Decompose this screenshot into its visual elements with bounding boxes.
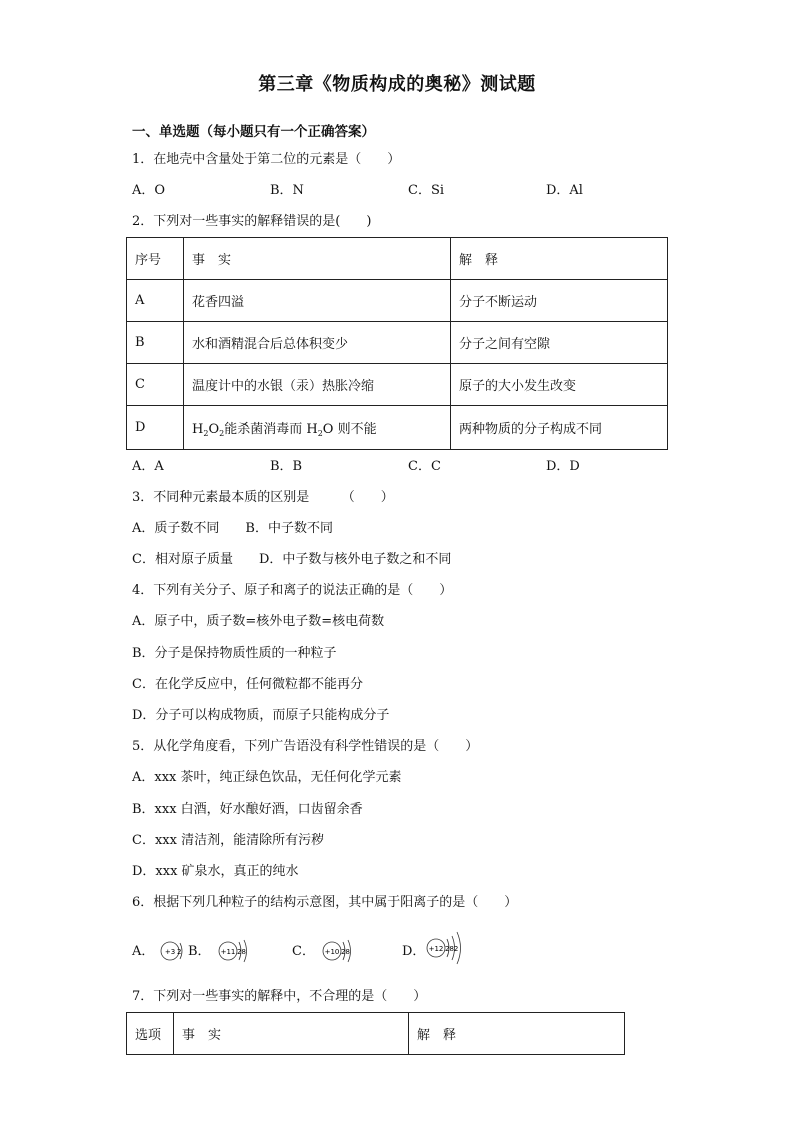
- nucleus-label: +10: [324, 948, 340, 956]
- q1-option-c: C．Si: [408, 183, 445, 198]
- q5-option-a: A．xxx 茶叶，纯正绿色饮品，无任何化学元素: [132, 770, 402, 785]
- q5-option-d: D．xxx 矿泉水，真正的纯水: [132, 864, 299, 879]
- question-7-table: [126, 1012, 625, 1055]
- nucleus-label: +3: [164, 948, 176, 956]
- table-cell: 分子不断运动: [451, 280, 668, 322]
- electron-label: 28: [237, 948, 246, 956]
- formula-subscript: 2: [203, 429, 209, 438]
- formula-part: O: [208, 422, 220, 437]
- formula-subscript: 2: [317, 429, 323, 438]
- table-cell: C: [127, 364, 184, 406]
- table-header-cell: 事 实: [184, 238, 451, 280]
- table-row: [127, 364, 668, 406]
- question-2-stem: 2．下列对一些事实的解释错误的是( ): [132, 214, 372, 229]
- q6-label-b: B．: [188, 944, 211, 959]
- atom-diagram-b: [216, 934, 256, 968]
- question-3-stem: 3．不同种元素最本质的区别是 （ ）: [132, 490, 394, 505]
- electron-label: 2: [177, 948, 182, 956]
- q5-option-c: C．xxx 清洁剂，能清除所有污秽: [132, 833, 325, 848]
- table-header-cell: 解 释: [409, 1013, 625, 1055]
- q4-option-a: A．原子中，质子数=核外电子数=核电荷数: [132, 614, 385, 629]
- table-header-cell: 序号: [127, 238, 184, 280]
- electron-label: 28: [341, 948, 350, 956]
- table-cell: 两种物质的分子构成不同: [451, 406, 668, 450]
- q2-option-a: A．A: [132, 459, 164, 474]
- table-cell: A: [127, 280, 184, 322]
- electron-label: 282: [445, 945, 459, 953]
- table-row: [127, 406, 668, 450]
- section-heading: 一、单选题（每小题只有一个正确答案）: [132, 124, 375, 140]
- atom-diagram-d: [424, 928, 470, 968]
- table-cell: 原子的大小发生改变: [451, 364, 668, 406]
- q1-option-b: B．N: [270, 183, 304, 198]
- q4-option-c: C．在化学反应中，任何微粒都不能再分: [132, 677, 363, 692]
- table-header-cell: 解 释: [451, 238, 668, 280]
- table-cell: D: [127, 406, 184, 450]
- q2-option-c: C．C: [408, 459, 441, 474]
- table-header-row: [127, 238, 668, 280]
- q2-option-b: B．B: [270, 459, 303, 474]
- table-row: [127, 280, 668, 322]
- q1-option-a: A．O: [132, 183, 166, 198]
- table-cell: B: [127, 322, 184, 364]
- question-4-stem: 4．下列有关分子、原子和离子的说法正确的是（ ）: [132, 583, 453, 598]
- question-5-stem: 5．从化学角度看，下列广告语没有科学性错误的是（ ）: [132, 739, 479, 754]
- table-header-cell: 选项: [127, 1013, 174, 1055]
- question-7-stem: 7．下列对一些事实的解释中，不合理的是（ ）: [132, 989, 427, 1004]
- q5-option-b: B．xxx 白酒，好水酿好酒，口齿留余香: [132, 802, 363, 817]
- atom-diagram-c: [320, 934, 360, 968]
- nucleus-label: +12: [428, 945, 444, 953]
- formula-part: H: [192, 422, 204, 437]
- atom-diagram-a: [158, 934, 188, 968]
- table-header-cell: 事 实: [174, 1013, 409, 1055]
- question-3-options-line2: C．相对原子质量 D．中子数与核外电子数之和不同: [132, 552, 452, 567]
- question-3-options-line1: A．质子数不同 B．中子数不同: [132, 521, 333, 536]
- q4-option-b: B．分子是保持物质性质的一种粒子: [132, 646, 337, 661]
- nucleus-label: +11: [220, 948, 236, 956]
- question-1-stem: 1．在地壳中含量处于第二位的元素是（ ）: [132, 152, 401, 167]
- q1-option-d: D．Al: [546, 183, 583, 198]
- table-cell-formula: [184, 406, 451, 450]
- table-cell: 花香四溢: [184, 280, 451, 322]
- table-cell: 温度计中的水银（汞）热胀冷缩: [184, 364, 451, 406]
- formula-subscript: 2: [219, 429, 225, 438]
- formula-part: O 则不能: [322, 422, 377, 437]
- q6-label-c: C．: [292, 944, 315, 959]
- q2-option-d: D．D: [546, 459, 580, 474]
- question-2-table: [126, 237, 668, 450]
- table-cell: 水和酒精混合后总体积变少: [184, 322, 451, 364]
- question-6-stem: 6．根据下列几种粒子的结构示意图，其中属于阳离子的是（ ）: [132, 895, 518, 910]
- q6-label-a: A．: [132, 944, 155, 959]
- q6-label-d: D．: [402, 944, 426, 959]
- table-header-row: [127, 1013, 625, 1055]
- page-title: 第三章《物质构成的奥秘》测试题: [258, 74, 536, 95]
- table-row: [127, 322, 668, 364]
- formula-part: 能杀菌消毒而 H: [224, 422, 318, 437]
- question-6-atom-diagrams: [132, 928, 472, 968]
- q4-option-d: D．分子可以构成物质，而原子只能构成分子: [132, 708, 390, 723]
- table-cell: 分子之间有空隙: [451, 322, 668, 364]
